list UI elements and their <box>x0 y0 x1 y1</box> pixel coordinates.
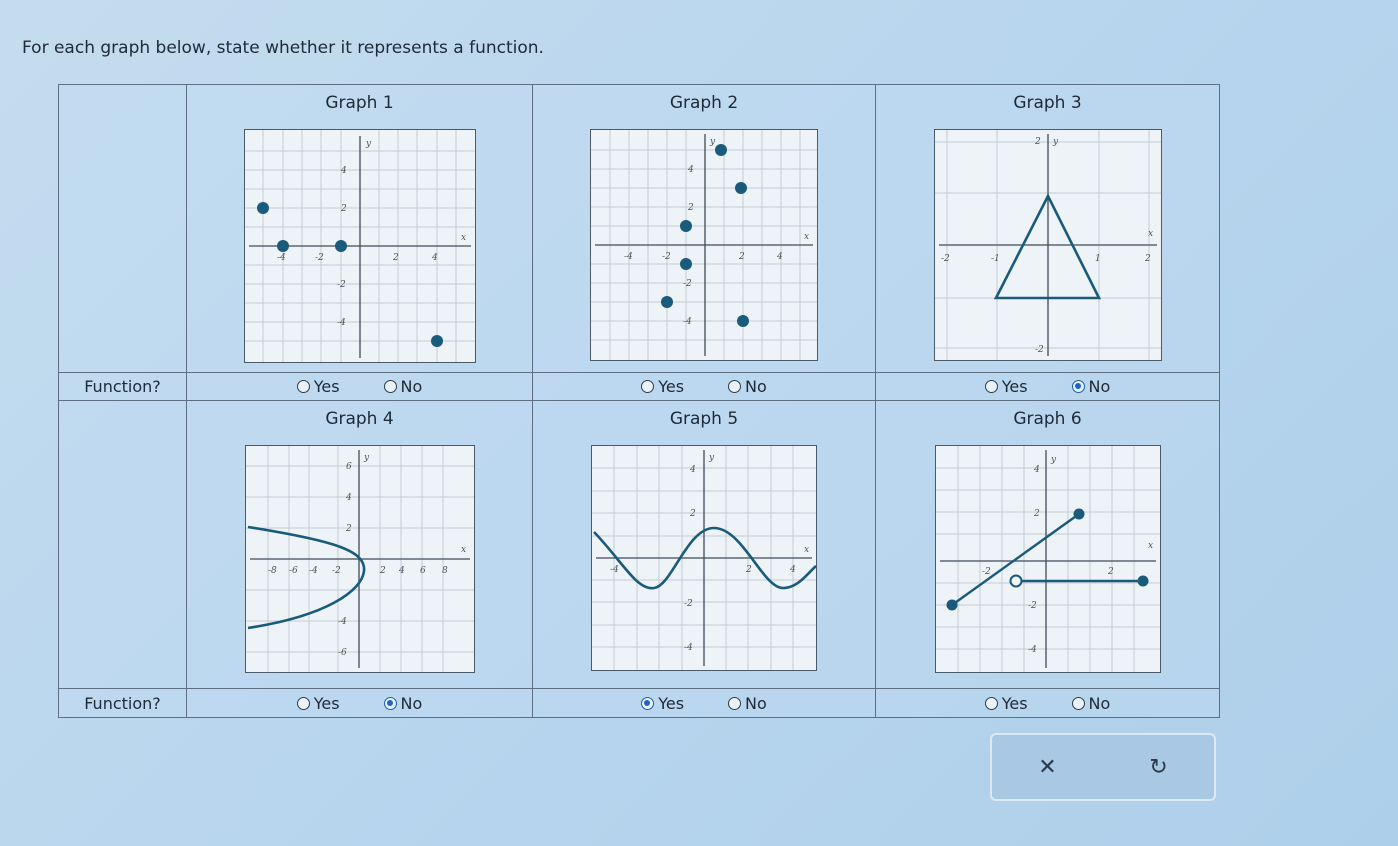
action-bar <box>990 733 1216 801</box>
radio-circle-icon <box>728 380 741 393</box>
svg-text:-4: -4 <box>610 565 619 575</box>
svg-text:-2: -2 <box>662 252 671 262</box>
svg-text:-2: -2 <box>981 567 991 577</box>
radio-circle-icon <box>985 697 998 710</box>
row-1-function-label: Function? <box>59 373 187 401</box>
svg-text:-1: -1 <box>990 254 1000 264</box>
graph-2-no-radio[interactable] <box>728 377 767 396</box>
svg-text:-4: -4 <box>1027 645 1037 655</box>
radio-circle-icon <box>384 380 397 393</box>
svg-text:-4: -4 <box>308 566 318 576</box>
svg-text:4: 4 <box>777 252 783 262</box>
yes-label: Yes <box>658 693 685 713</box>
svg-text:4: 4 <box>340 166 347 176</box>
undo-icon: ↻ <box>1149 754 1168 780</box>
radio-selected-icon <box>1072 380 1085 393</box>
graph-1-yes-radio[interactable] <box>297 377 340 396</box>
no-label: No <box>1088 693 1111 713</box>
svg-text:8: 8 <box>441 566 448 576</box>
svg-text:x: x <box>460 233 466 243</box>
svg-text:y: y <box>710 137 716 147</box>
svg-text:x: x <box>804 545 810 555</box>
graph-5-title: Graph 5 <box>669 409 739 429</box>
svg-text:4: 4 <box>790 565 796 575</box>
row-2-function-label: Function? <box>59 689 187 717</box>
svg-text:2: 2 <box>392 253 399 263</box>
svg-text:x: x <box>1147 541 1153 551</box>
svg-text:-2: -2 <box>683 279 692 289</box>
yes-label: Yes <box>313 377 340 396</box>
svg-text:-2: -2 <box>684 599 693 609</box>
graph-4-cell <box>187 401 533 689</box>
radio-circle-icon <box>1072 697 1085 710</box>
yes-label: Yes <box>1001 693 1028 713</box>
clear-button[interactable] <box>1018 747 1078 787</box>
row-2-label-cell <box>59 401 187 689</box>
svg-text:4: 4 <box>345 493 352 503</box>
svg-text:y: y <box>1050 455 1056 465</box>
svg-text:2: 2 <box>690 509 696 519</box>
graph-6-answer <box>876 689 1219 717</box>
yes-label: Yes <box>313 693 340 713</box>
svg-text:6: 6 <box>419 566 426 576</box>
graph-3-cell <box>876 85 1219 373</box>
svg-text:x: x <box>1147 229 1153 239</box>
svg-text:4: 4 <box>431 253 438 263</box>
graph-2-title: Graph 2 <box>669 93 739 113</box>
radio-selected-icon <box>384 697 397 710</box>
svg-text:-2: -2 <box>314 253 324 263</box>
svg-text:-4: -4 <box>276 253 286 263</box>
graph-4-plot <box>245 445 475 673</box>
svg-text:-4: -4 <box>683 317 692 327</box>
graph-3-plot <box>934 129 1162 361</box>
svg-text:-2: -2 <box>940 254 950 264</box>
svg-text:1: 1 <box>1094 254 1101 264</box>
svg-text:-8: -8 <box>267 566 277 576</box>
svg-text:2: 2 <box>1033 509 1040 519</box>
graph-2-plot <box>590 129 818 361</box>
graph-1-plot <box>244 129 476 363</box>
svg-text:-4: -4 <box>337 617 347 627</box>
radio-circle-icon <box>297 697 310 710</box>
graph-4-answer <box>187 689 533 717</box>
graph-5-no-radio[interactable] <box>728 694 767 713</box>
svg-text:-2: -2 <box>1027 601 1037 611</box>
radio-circle-icon <box>728 697 741 710</box>
graph-2-answer <box>533 373 876 401</box>
svg-text:4: 4 <box>690 465 696 475</box>
graph-4-yes-radio[interactable] <box>297 694 340 713</box>
graph-3-answer <box>876 373 1219 401</box>
graph-2-yes-radio[interactable] <box>641 377 684 396</box>
graph-4-title: Graph 4 <box>325 409 394 429</box>
no-label: No <box>745 377 767 396</box>
radio-circle-icon <box>641 380 654 393</box>
instruction-text: For each graph below, state whether it represents a function. <box>22 38 544 58</box>
svg-text:y: y <box>365 139 371 149</box>
no-label: No <box>745 693 767 713</box>
graph-5-yes-radio[interactable] <box>641 694 684 713</box>
graph-1-answer <box>187 373 533 401</box>
svg-text:2: 2 <box>379 566 386 576</box>
graph-3-no-radio[interactable] <box>1072 377 1111 396</box>
svg-text:-2: -2 <box>1034 345 1044 355</box>
svg-text:2: 2 <box>688 203 694 213</box>
svg-text:-4: -4 <box>336 318 346 328</box>
svg-text:2: 2 <box>1034 137 1041 147</box>
graph-6-yes-radio[interactable] <box>985 694 1028 713</box>
radio-selected-icon <box>641 697 654 710</box>
svg-text:y: y <box>1052 137 1058 147</box>
graph-1-title: Graph 1 <box>325 93 394 113</box>
svg-text:2: 2 <box>739 252 745 262</box>
yes-label: Yes <box>658 377 685 396</box>
svg-text:2: 2 <box>340 204 347 214</box>
svg-text:2: 2 <box>1144 254 1151 264</box>
yes-label: Yes <box>1001 377 1028 396</box>
graph-6-no-radio[interactable] <box>1072 694 1111 713</box>
no-label: No <box>1088 377 1111 396</box>
svg-text:4: 4 <box>398 566 405 576</box>
svg-text:2: 2 <box>345 524 352 534</box>
svg-text:x: x <box>804 232 810 242</box>
svg-text:2: 2 <box>1107 567 1114 577</box>
svg-text:-2: -2 <box>331 566 341 576</box>
graph-3-title: Graph 3 <box>1013 93 1082 113</box>
graph-3-yes-radio[interactable] <box>985 377 1028 396</box>
svg-text:4: 4 <box>1033 465 1040 475</box>
graph-1-cell <box>187 85 533 373</box>
graph-2-cell <box>533 85 876 373</box>
graph-5-answer <box>533 689 876 717</box>
reset-button[interactable] <box>1129 747 1189 787</box>
svg-text:y: y <box>709 453 715 463</box>
graph-6-plot <box>935 445 1161 673</box>
svg-text:-4: -4 <box>684 643 693 653</box>
svg-text:x: x <box>460 545 466 555</box>
svg-text:-6: -6 <box>337 648 347 658</box>
graph-5-cell <box>533 401 876 689</box>
graph-1-no-radio[interactable] <box>384 377 423 396</box>
no-label: No <box>400 377 423 396</box>
svg-text:-4: -4 <box>624 252 633 262</box>
graph-5-plot <box>591 445 817 671</box>
graphs-table <box>58 84 1220 718</box>
svg-text:y: y <box>363 453 369 463</box>
radio-circle-icon <box>297 380 310 393</box>
close-icon: ✕ <box>1038 754 1057 780</box>
svg-text:-2: -2 <box>336 280 346 290</box>
row-1-label-cell <box>59 85 187 373</box>
radio-circle-icon <box>985 380 998 393</box>
graph-6-title: Graph 6 <box>1013 409 1082 429</box>
svg-text:4: 4 <box>688 165 694 175</box>
graph-4-no-radio[interactable] <box>384 694 423 713</box>
svg-text:-6: -6 <box>288 566 298 576</box>
svg-text:2: 2 <box>746 565 752 575</box>
svg-text:6: 6 <box>345 462 352 472</box>
no-label: No <box>400 693 423 713</box>
graph-6-cell <box>876 401 1219 689</box>
